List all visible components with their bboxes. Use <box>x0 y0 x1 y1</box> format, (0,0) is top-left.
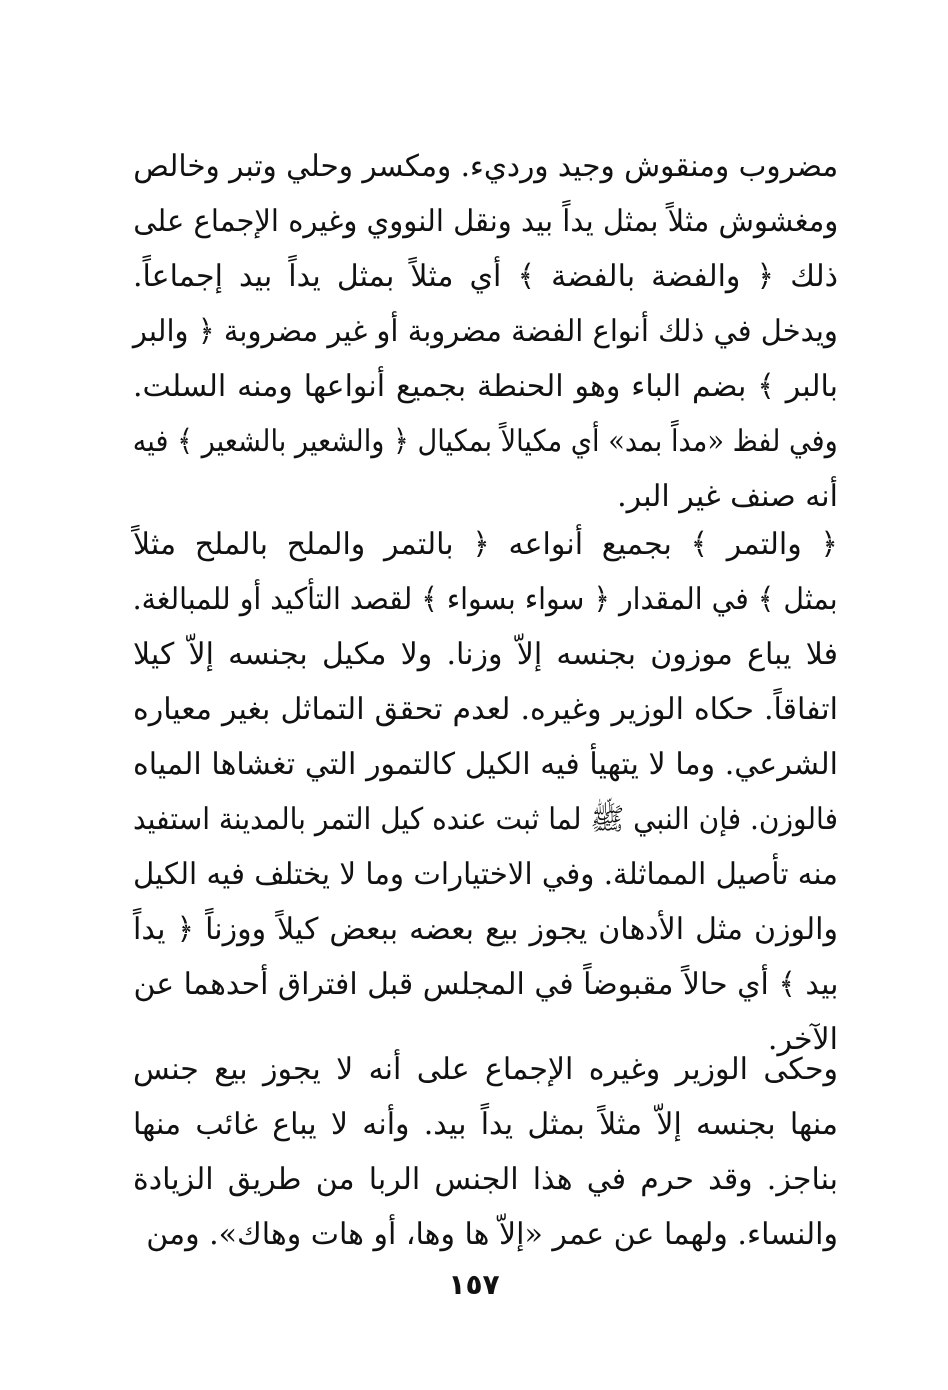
text-line: بيد ﴾ أي حالاً مقبوضاً في المجلس قبل افتراق أحدهما عن <box>133 967 838 1002</box>
text-line: بناجز. وقد حرم في هذا الجنس الربا من طريق الزيادة <box>133 1162 838 1197</box>
text-line: منها بجنسه إلاّ مثلاً بمثل يداً بيد. وأنه لا يباع غائب منها <box>133 1107 838 1142</box>
text-line: والنساء. ولهما عن عمر «إلاّ ها وها، أو هات وهاك». ومن <box>146 1217 838 1252</box>
text-line: فالوزن. فإن النبي ﷺ لما ثبت عنده كيل التمر بالمدينة استفيد <box>133 802 838 837</box>
text-line: بالبر ﴾ بضم الباء وهو الحنطة بجميع أنواعها ومنه السلت. <box>133 369 838 404</box>
text-line: بمثل ﴾ في المقدار ﴿ سواء بسواء ﴾ لقصد التأكيد أو للمبالغة. <box>133 582 838 617</box>
paragraph-2 <box>133 517 838 1067</box>
text-line: ذلك ﴿ والفضة بالفضة ﴾ أي مثلاً بمثل يداً بيد إجماعاً. <box>133 259 838 294</box>
text-line: ويدخل في ذلك أنواع الفضة مضروبة أو غير مضروبة ﴿ والبر <box>133 314 838 349</box>
paragraph-1 <box>133 139 838 524</box>
text-line: فلا يباع موزون بجنسه إلاّ وزنا. ولا مكيل بجنسه إلاّ كيلا <box>133 637 838 672</box>
text-line: والوزن مثل الأدهان يجوز بيع بعضه ببعض كيلاً ووزناً ﴿ يداً <box>133 912 838 947</box>
text-line: وحكى الوزير وغيره الإجماع على أنه لا يجوز بيع جنس <box>133 1052 838 1087</box>
page-number: ١٥٧ <box>448 1268 500 1301</box>
text-line: منه تأصيل المماثلة. وفي الاختيارات وما لا يختلف فيه الكيل <box>133 857 838 892</box>
paragraph-3 <box>133 1042 838 1262</box>
text-line: الآخر. <box>767 1022 838 1057</box>
text-line: أنه صنف غير البر. <box>617 479 838 514</box>
text-line: مضروب ومنقوش وجيد ورديء. ومكسر وحلي وتبر وخالص <box>133 149 838 184</box>
text-line: ﴿ والتمر ﴾ بجميع أنواعه ﴿ بالتمر والملح بالملح مثلاً <box>133 527 838 562</box>
text-line: وفي لفظ «مداً بمد» أي مكيالاً بمكيال ﴿ والشعير بالشعير ﴾ فيه <box>133 424 838 459</box>
text-line: ومغشوش مثلاً بمثل يداً بيد ونقل النووي وغيره الإجماع على <box>133 204 838 239</box>
text-line: الشرعي. وما لا يتهيأ فيه الكيل كالتمور التي تغشاها المياه <box>133 747 838 782</box>
text-line: اتفاقاً. حكاه الوزير وغيره. لعدم تحقق التماثل بغير معياره <box>133 692 838 727</box>
